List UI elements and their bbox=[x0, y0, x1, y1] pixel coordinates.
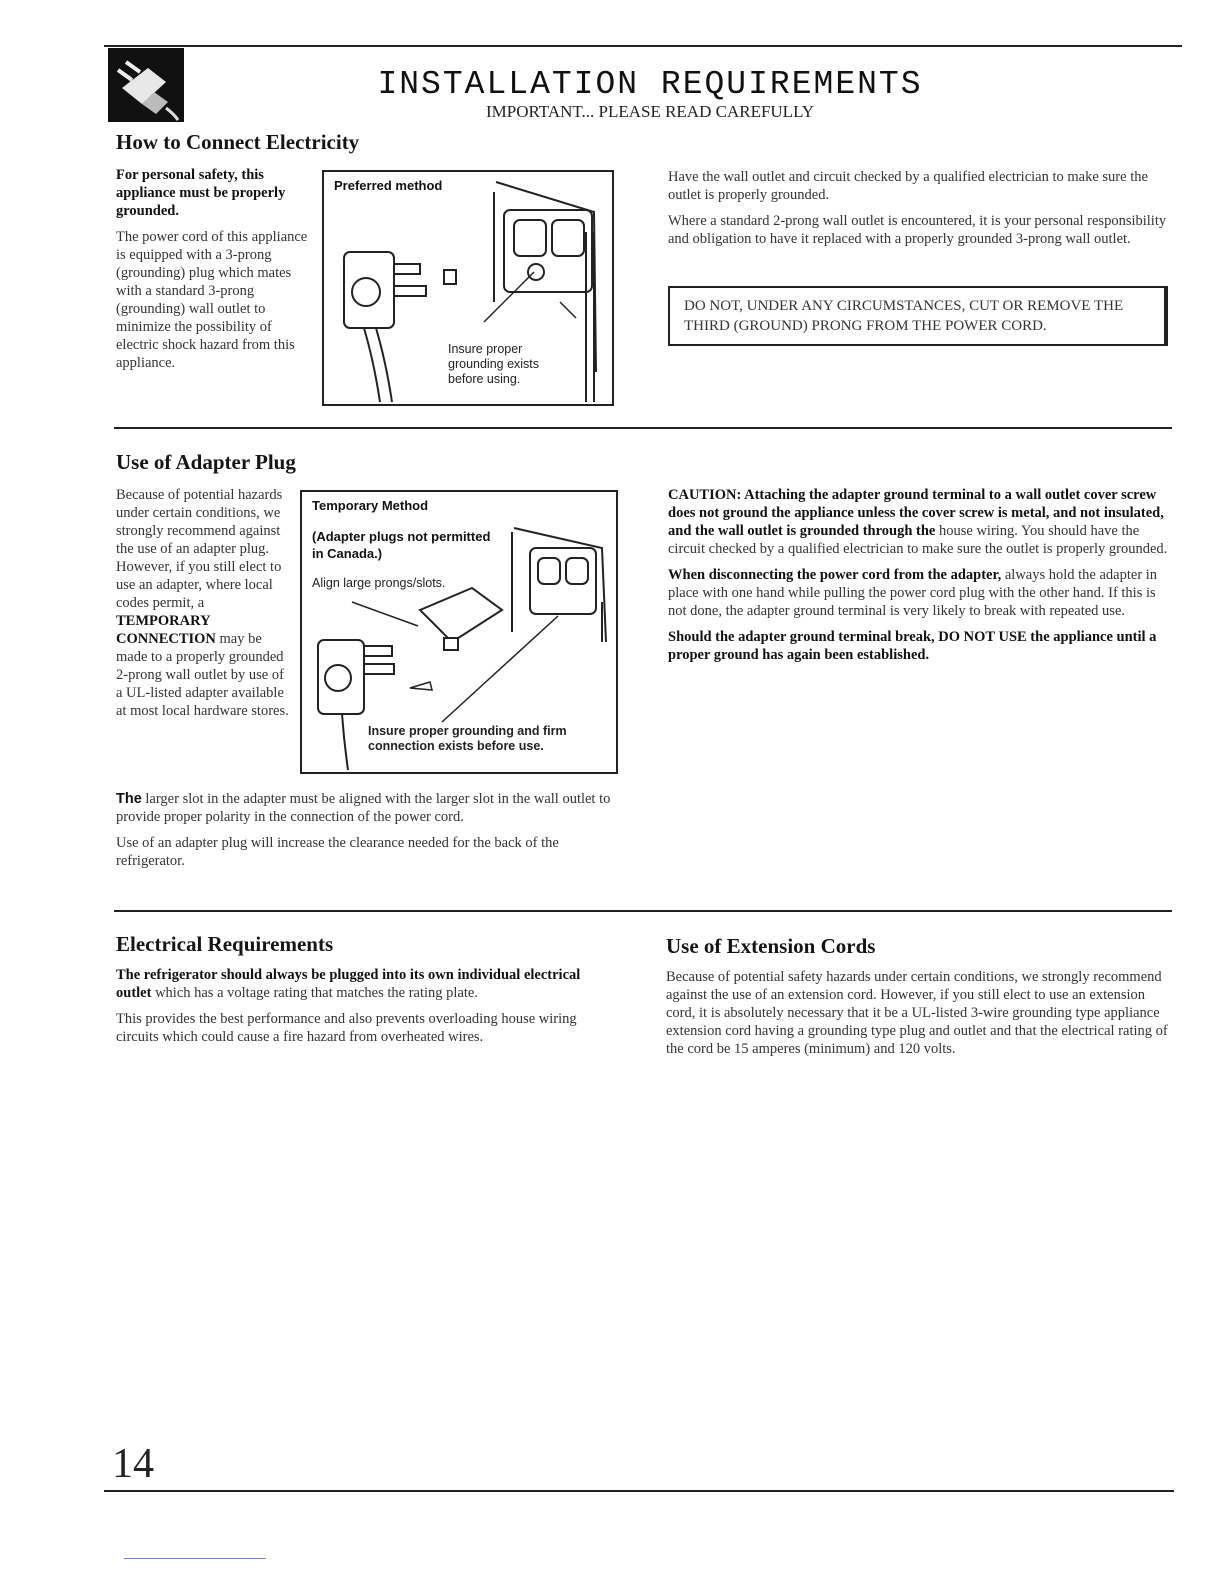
ground-prong-warning: DO NOT, UNDER ANY CIRCUMSTANCES, CUT OR REMOVE THE THIRD (GROUND) PRONG FROM THE POWER CORD. bbox=[668, 286, 1168, 346]
page-subtitle: IMPORTANT... PLEASE READ CAREFULLY bbox=[485, 102, 815, 121]
extension-text bbox=[666, 968, 1170, 1066]
temporary-method-label: Temporary Method bbox=[312, 498, 429, 513]
adapter-p2-lead: The bbox=[116, 791, 142, 807]
preferred-method-figure bbox=[322, 170, 614, 406]
break-warning: Should the adapter ground terminal break, DO NOT USE the appliance until a proper ground has again been established. bbox=[668, 629, 1157, 663]
section-divider-2 bbox=[114, 910, 1172, 912]
page-title: INSTALLATION REQUIREMENTS bbox=[377, 66, 923, 103]
footer-rule bbox=[104, 1490, 1174, 1492]
temporary-method-caption: Insure proper grounding and firm connection exists before use. bbox=[368, 724, 567, 753]
connect-heading: How to Connect Electricity bbox=[116, 130, 360, 154]
disconnect-rest: always hold the adapter in place with one hand while pulling the power cord plug with the other hand. If this is not done, the adapter ground terminal is very likely to break with repeated use. bbox=[668, 567, 1158, 619]
temporary-connection-label: TEMPORARY CONNECTION bbox=[116, 613, 216, 647]
electrical-p2: This provides the best performance and also prevents overloading house wiring circuits which could cause a fire hazard from overheated wires. bbox=[116, 1011, 577, 1045]
adapter-body-intro: Because of potential hazards under certain conditions, we strongly recommend against the use of an adapter plug. However, if you still elect to use an adapter, where local codes permit, a bbox=[116, 487, 283, 611]
disconnect-bold: When disconnecting the power cord from the adapter, bbox=[668, 567, 1002, 583]
connect-right-p1: Have the wall outlet and circuit checked by a qualified electrician to make sure the outlet is properly grounded. bbox=[668, 169, 1148, 203]
page-number: 14 bbox=[112, 1441, 154, 1487]
section-divider-1 bbox=[114, 427, 1172, 429]
electrical-text bbox=[116, 966, 612, 1054]
caution-rest: house wiring. You should have the circuit checked by a qualified electrician to make sure the outlet is properly grounded. bbox=[668, 523, 1168, 557]
electrical-lead-rest: which has a voltage rating that matches the rating plate. bbox=[155, 985, 478, 1001]
adapter-right-text bbox=[668, 486, 1168, 672]
footer-link-underline bbox=[124, 1558, 266, 1559]
extension-body: Because of potential safety hazards under certain conditions, we strongly recommend against the use of an extension cord. However, if you still elect to use an extension cord, it is absolutely necessary that it be a UL-listed 3-wire grounding type appliance extension cord having a grounding type plug and outlet and that the electrical rating of the cord be 15 amperes (minimum) and 120 volts. bbox=[666, 969, 1168, 1057]
caution-bold: CAUTION: Attaching the adapter ground terminal to a wall outlet cover screw does not ground the appliance unless the cover screw is metal, and not insulated, and the wall outlet is grounded through the bbox=[668, 487, 1164, 539]
temporary-method-figure bbox=[300, 490, 618, 774]
header-rule bbox=[104, 45, 1182, 47]
connect-right-p2: Where a standard 2-prong wall outlet is encountered, it is your personal responsibility and obligation to have it replaced with a properly grounded 3-prong wall outlet. bbox=[668, 213, 1167, 247]
extension-heading: Use of Extension Cords bbox=[666, 934, 876, 958]
adapter-heading: Use of Adapter Plug bbox=[116, 450, 296, 474]
connect-body: The power cord of this appliance is equipped with a 3-prong (grounding) plug which mates with a standard 3-prong (grounding) wall outlet to minimize the possibility of electric shock hazard from this appliance. bbox=[116, 229, 308, 371]
adapter-bottom-text bbox=[116, 790, 614, 878]
plug-icon bbox=[108, 48, 184, 122]
adapter-left-text bbox=[116, 486, 292, 720]
connect-right-text bbox=[668, 168, 1168, 256]
align-prongs-label: Align large prongs/slots. bbox=[312, 576, 446, 590]
connect-left-text bbox=[116, 166, 314, 380]
adapter-p3: Use of an adapter plug will increase the clearance needed for the back of the refrigerator. bbox=[116, 835, 559, 869]
preferred-method-label: Preferred method bbox=[334, 178, 443, 193]
electrical-heading: Electrical Requirements bbox=[116, 932, 334, 956]
adapter-p2: larger slot in the adapter must be aligned with the larger slot in the wall outlet to provide proper polarity in the connection of the power cord. bbox=[116, 791, 611, 825]
electrical-lead: The refrigerator should always be plugged into its own individual electrical outlet bbox=[116, 967, 581, 1001]
preferred-method-caption: Insure proper grounding exists before using. bbox=[448, 342, 540, 386]
connect-lead: For personal safety, this appliance must be properly grounded. bbox=[116, 167, 286, 219]
adapter-body-rest: may be made to a properly grounded 2-prong wall outlet by use of a UL-listed adapter available at most local hardware stores. bbox=[116, 631, 289, 719]
canada-note: (Adapter plugs not permitted in Canada.) bbox=[312, 529, 491, 561]
